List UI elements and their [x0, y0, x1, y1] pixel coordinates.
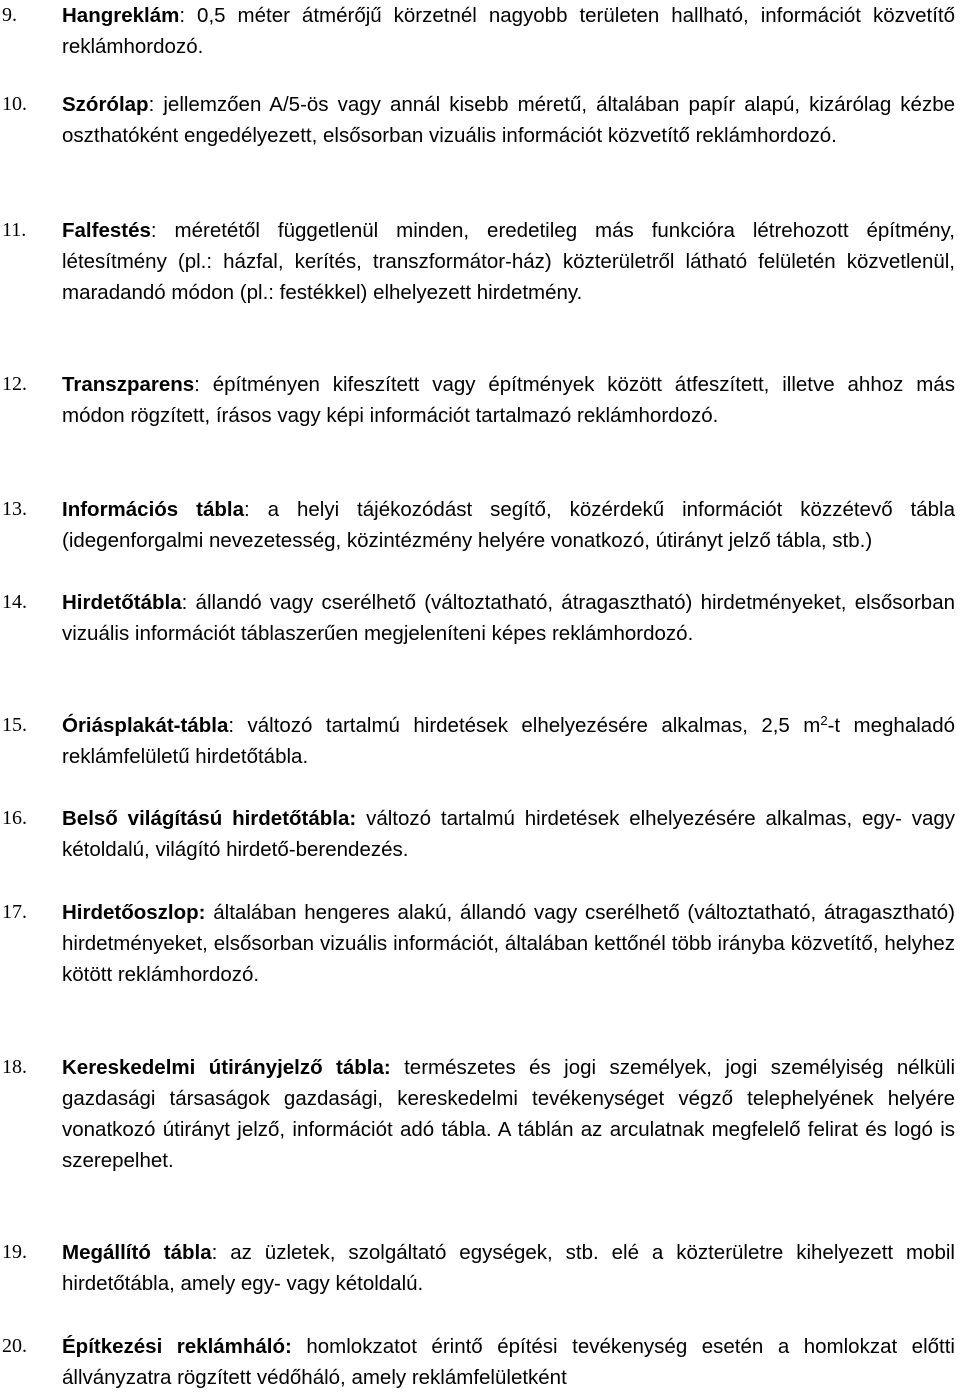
- definition-text: méretétől függetlenül minden, eredetileg más funkcióra létrehozott építmény, létesítmény (pl.: házfal, kerítés, transzformátor-ház) közterületről látható felületén közvetlenül, maradandó módon (pl.: festékkel) elhelyezett hirdetmény.: [62, 219, 955, 304]
- definition-text: változó tartalmú hirdetések elhelyezésére alkalmas, egy- vagy kétoldalú, világító hirdető-berendezés.: [62, 807, 956, 861]
- definition-body: [62, 803, 955, 865]
- definition-term: Belső világítású hirdetőtábla:: [62, 807, 357, 830]
- definition-term: Óriásplakát-tábla: [62, 714, 229, 737]
- definition-number: 13.: [2, 498, 27, 520]
- definition-body: [62, 710, 955, 772]
- definition-body: [62, 369, 955, 431]
- definition-text: építményen kifeszített vagy építmények között átfeszített, illetve ahhoz más módon rögzített, írásos vagy képi információt tartalmazó reklámhordozó.: [62, 373, 955, 427]
- definition-number: 20.: [2, 1335, 27, 1357]
- definition-body: [62, 1331, 955, 1393]
- definition-number: 15.: [2, 714, 27, 736]
- definition-number: 11.: [2, 219, 27, 241]
- term-separator: :: [211, 1241, 218, 1264]
- definition-body: [62, 215, 955, 308]
- definition-body: [62, 0, 955, 62]
- definition-text: állandó vagy cserélhető (változtatható, átragasztható) hirdetményeket, elsősorban vizuális információt táblaszerűen megjeleníteni képes reklámhordozó.: [62, 591, 955, 645]
- term-separator: :: [181, 591, 188, 614]
- definition-text: jellemzően A/5-ös vagy annál kisebb méretű, általában papír alapú, kizárólag kézbe oszthatóként engedélyezett, elsősorban vizuális információt közvetítő reklámhordozó.: [62, 93, 955, 147]
- definition-term: Hirdetőtábla: [62, 591, 182, 614]
- definition-body: [62, 89, 955, 151]
- definition-term: Megállító tábla: [62, 1241, 212, 1264]
- definition-number: 12.: [2, 373, 27, 395]
- definition-text: az üzletek, szolgáltató egységek, stb. elé a közterületre kihelyezett mobil hirdetőtábla, amely egy- vagy kétoldalú.: [62, 1241, 955, 1295]
- definition-text: a helyi tájékozódást segítő, közérdekű információt közzétevő tábla (idegenforgalmi nevezetesség, közintézmény helyére vonatkozó, útirányt jelző tábla, stb.): [62, 498, 955, 552]
- definition-body: [62, 587, 955, 649]
- definition-term: Kereskedelmi útirányjelző tábla:: [62, 1056, 391, 1079]
- definition-number: 10.: [2, 93, 27, 115]
- definition-term: Információs tábla: [62, 498, 244, 521]
- definition-text: 0,5 méter átmérőjű körzetnél nagyobb területen hallható, információt közvetítő reklámhordozó.: [62, 4, 955, 58]
- definition-body: [62, 897, 955, 990]
- definition-text: természetes és jogi személyek, jogi személyiség nélküli gazdasági társaságok gazdasági, kereskedelmi tevékenységet végző telephelyének helyére vonatkozó útirányt jelző, információt adó tábla. A táblán az arculatnak megfelelő felirat és logó is szerepelhet.: [62, 1056, 955, 1172]
- definition-text-after: -t meghaladó reklámfelületű hirdetőtábla.: [62, 714, 955, 768]
- definition-term: Transzparens: [62, 373, 195, 396]
- definition-term: Hirdetőoszlop:: [62, 901, 206, 924]
- definition-term: Falfestés: [62, 219, 151, 242]
- definition-number: 14.: [2, 591, 27, 613]
- definition-number: 19.: [2, 1241, 27, 1263]
- term-separator: :: [148, 93, 155, 116]
- definition-body: [62, 1237, 955, 1299]
- term-separator: :: [243, 498, 250, 521]
- term-separator: :: [194, 373, 200, 396]
- definition-term: Építkezési reklámháló:: [62, 1335, 292, 1358]
- definition-term: Szórólap: [62, 93, 149, 116]
- definition-number: 9.: [2, 4, 17, 26]
- definition-text: homlokzatot érintő építési tevékenység esetén a homlokzat előtti állványzatra rögzített védőháló, amely reklámfelületként: [62, 1335, 955, 1389]
- term-separator: :: [150, 219, 157, 242]
- definition-term: Hangreklám: [62, 4, 180, 27]
- definition-text: változó tartalmú hirdetések elhelyezésére alkalmas, 2,5 m: [234, 714, 821, 737]
- definition-body: [62, 494, 955, 556]
- definition-body: [62, 1052, 955, 1176]
- term-separator: :: [179, 4, 186, 27]
- superscript: 2: [820, 713, 828, 728]
- term-separator: :: [228, 714, 235, 737]
- definition-number: 18.: [2, 1056, 27, 1078]
- definition-number: 17.: [2, 901, 27, 923]
- definition-text: általában hengeres alakú, állandó vagy cserélhető (változtatható, átragasztható) hirdetményeket, elsősorban vizuális információt, általában kettőnél több irányba közvetítő, helyhez kötött reklámhordozó.: [62, 901, 955, 986]
- definition-number: 16.: [2, 807, 27, 829]
